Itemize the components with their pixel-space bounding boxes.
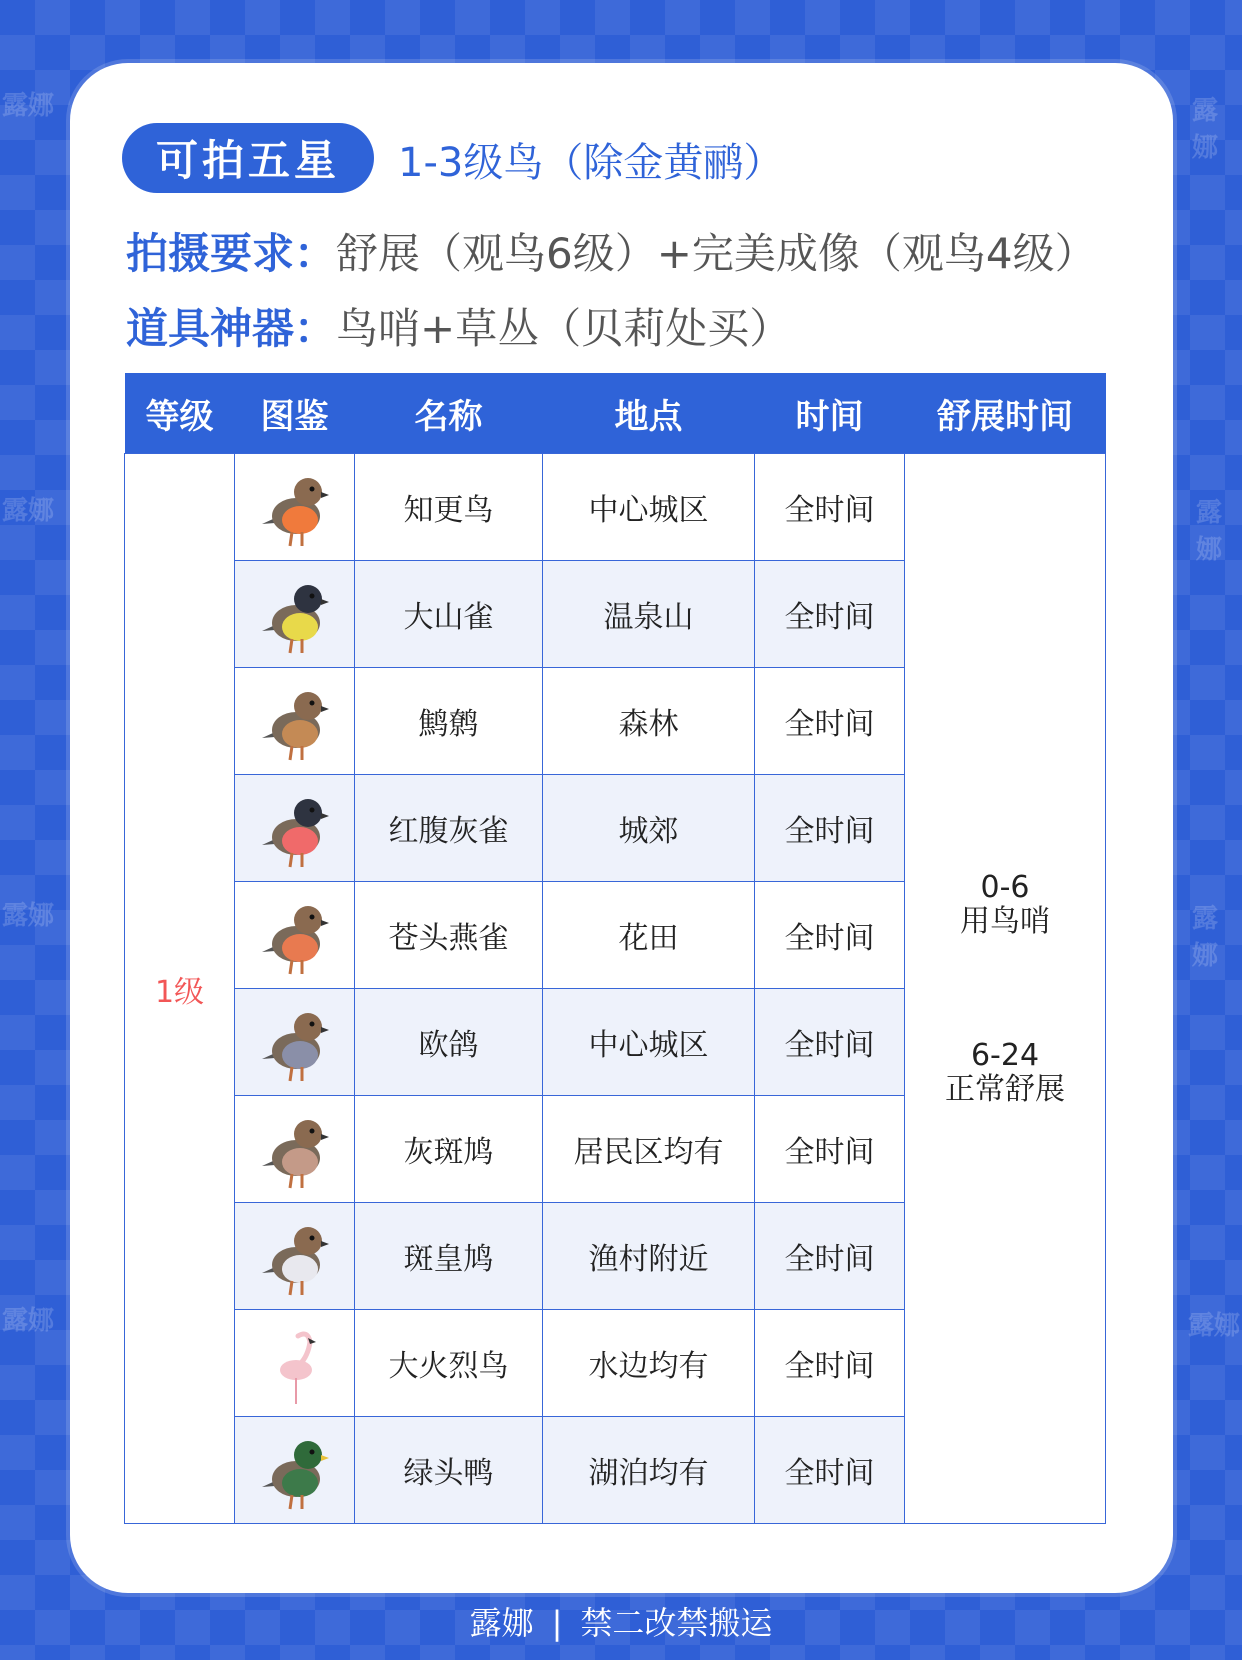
bird-name: 鹪鹩 [355, 668, 543, 775]
bird-name: 知更鸟 [355, 454, 543, 561]
bird-time: 全时间 [755, 1203, 905, 1310]
bird-time: 全时间 [755, 1310, 905, 1417]
footer-author: 露娜 [469, 1604, 534, 1642]
table-row [125, 454, 1106, 561]
bird-time: 全时间 [755, 561, 905, 668]
watermark: 露娜 [1192, 96, 1219, 163]
bird-name: 灰斑鸠 [355, 1096, 543, 1203]
column-header: 等级 [125, 373, 235, 454]
column-header: 地点 [543, 373, 755, 454]
bird-time: 全时间 [755, 989, 905, 1096]
watermark: 露娜 [2, 496, 55, 526]
bird-name: 红腹灰雀 [355, 775, 543, 882]
stretch-note-2: 正常舒展 [945, 1071, 1065, 1107]
column-header: 图鉴 [235, 373, 355, 454]
bird-name: 绿头鸭 [355, 1417, 543, 1524]
bird-name: 大山雀 [355, 561, 543, 668]
stretch-range-2: 6-24 [970, 1037, 1040, 1073]
bird-location: 花田 [543, 882, 755, 989]
bird-name: 斑皇鸠 [355, 1203, 543, 1310]
dove-icon-graphic [250, 1104, 340, 1194]
level-cell: 1级 [125, 454, 235, 1524]
mallard-icon-graphic [250, 1425, 340, 1515]
great-tit-icon [235, 561, 355, 668]
watermark: 露娜 [2, 91, 55, 121]
bird-level-subtitle: 1-3级鸟（除金黄鹂） [398, 140, 784, 186]
bird-location: 湖泊均有 [543, 1417, 755, 1524]
column-header: 名称 [355, 373, 543, 454]
bird-name: 大火烈鸟 [355, 1310, 543, 1417]
footer [0, 1598, 1242, 1644]
bird-time: 全时间 [755, 1096, 905, 1203]
watermark: 露娜 [1192, 904, 1219, 971]
bird-table [124, 373, 1106, 1524]
bird-name: 欧鸽 [355, 989, 543, 1096]
requirement-label: 拍摄要求： [126, 229, 337, 278]
great-tit-icon-graphic [250, 569, 340, 659]
stretch-note-1: 用鸟哨 [960, 903, 1050, 939]
bird-location: 中心城区 [543, 454, 755, 561]
watermark: 露娜 [2, 901, 55, 931]
bird-name: 苍头燕雀 [355, 882, 543, 989]
pigeon-icon-graphic [250, 997, 340, 1087]
requirement-value: 舒展（观鸟6级）+完美成像（观鸟4级） [336, 229, 1097, 278]
bird-time: 全时间 [755, 775, 905, 882]
column-header: 时间 [755, 373, 905, 454]
dove-icon [235, 1096, 355, 1203]
bullfinch-icon [235, 775, 355, 882]
column-header: 舒展时间 [905, 373, 1106, 454]
robin-icon-graphic [250, 462, 340, 552]
tool-label: 道具神器： [126, 304, 337, 353]
chaffinch-icon-graphic [250, 890, 340, 980]
stretch-time-cell [905, 454, 1106, 1524]
mallard-icon [235, 1417, 355, 1524]
five-star-badge: 可拍五星 [122, 123, 374, 193]
bird-time: 全时间 [755, 882, 905, 989]
watermark: 露娜 [1188, 1311, 1241, 1341]
bird-time: 全时间 [755, 1417, 905, 1524]
bird-time: 全时间 [755, 668, 905, 775]
pigeon-icon [235, 989, 355, 1096]
bird-location: 森林 [543, 668, 755, 775]
chaffinch-icon [235, 882, 355, 989]
bird-location: 水边均有 [543, 1310, 755, 1417]
info-card [70, 63, 1173, 1593]
bird-location: 温泉山 [543, 561, 755, 668]
tool-requirement [126, 296, 791, 356]
shooting-requirement [126, 221, 1097, 281]
flamingo-icon-graphic [250, 1318, 340, 1408]
table-header-row [125, 373, 1106, 454]
bird-location: 居民区均有 [543, 1096, 755, 1203]
tool-value: 鸟哨+草丛（贝莉处买） [336, 304, 792, 353]
watermark: 露娜 [2, 1306, 55, 1336]
sparrow-icon [235, 668, 355, 775]
bird-time: 全时间 [755, 454, 905, 561]
robin-icon [235, 454, 355, 561]
stretch-range-1: 0-6 [980, 869, 1030, 905]
bird-location: 城郊 [543, 775, 755, 882]
bullfinch-icon-graphic [250, 783, 340, 873]
watermark: 露娜 [1196, 498, 1223, 565]
flamingo-icon [235, 1310, 355, 1417]
bird-location: 渔村附近 [543, 1203, 755, 1310]
collared-dove-icon-graphic [250, 1211, 340, 1301]
footer-notice: 禁二改禁搬运 [580, 1604, 773, 1642]
collared-dove-icon [235, 1203, 355, 1310]
sparrow-icon-graphic [250, 676, 340, 766]
bird-location: 中心城区 [543, 989, 755, 1096]
footer-separator: | [551, 1604, 563, 1642]
